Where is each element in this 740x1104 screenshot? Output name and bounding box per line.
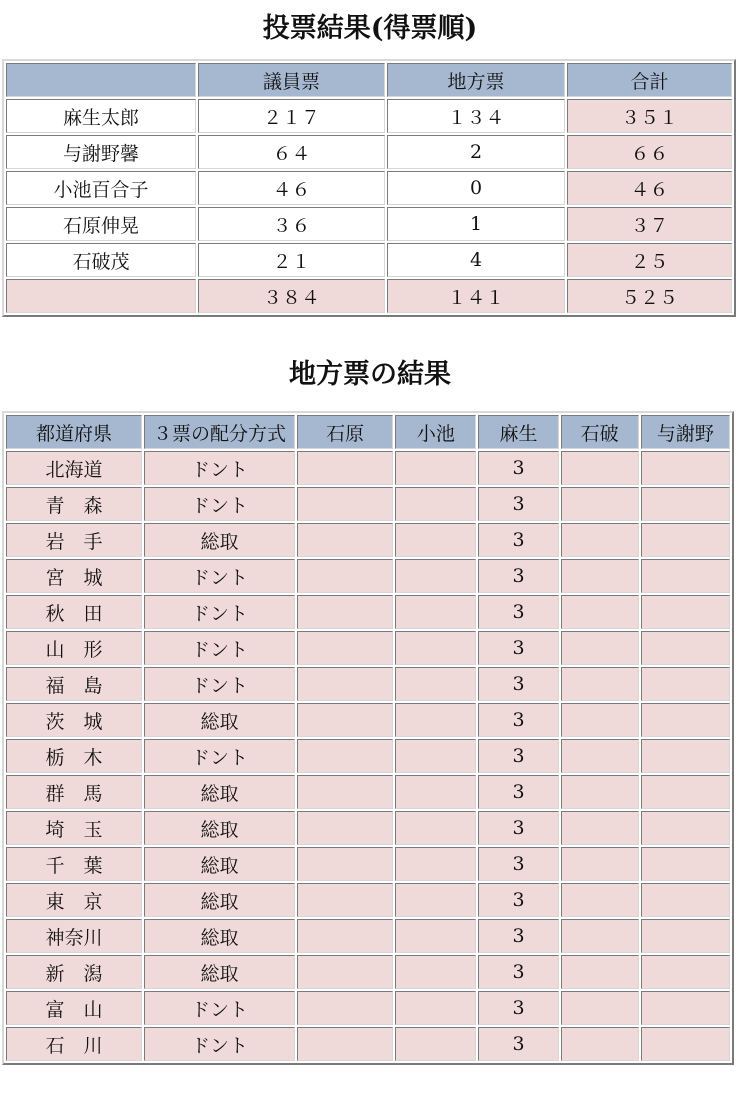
local-votes: 4	[387, 243, 565, 277]
table-row	[6, 451, 730, 485]
votes-ishihara	[297, 775, 393, 809]
diet-votes: ２１７	[198, 99, 385, 133]
table-row	[6, 243, 732, 277]
votes-ishiba	[561, 955, 639, 989]
votes-ishihara	[297, 883, 393, 917]
votes-ishiba	[561, 991, 639, 1025]
votes-koike	[395, 847, 476, 881]
column-header: 合計	[567, 63, 732, 97]
local-votes: 2	[387, 135, 565, 169]
local-votes: １３４	[387, 99, 565, 133]
column-header: 石原	[297, 415, 393, 449]
votes-koike	[395, 451, 476, 485]
table-row	[6, 171, 732, 205]
table-header-row	[6, 63, 732, 97]
votes-ishiba	[561, 775, 639, 809]
table-row	[6, 991, 730, 1025]
votes-yosano	[641, 559, 730, 593]
votes-ishihara	[297, 451, 393, 485]
votes-koike	[395, 667, 476, 701]
allocation-method: 総取	[144, 955, 295, 989]
votes-yosano	[641, 523, 730, 557]
prefecture-name: 福 島	[6, 667, 142, 701]
votes-yosano	[641, 775, 730, 809]
allocation-method: 総取	[144, 775, 295, 809]
votes-ishihara	[297, 1027, 393, 1061]
total-votes: ３７	[567, 207, 732, 241]
votes-ishiba	[561, 559, 639, 593]
votes-koike	[395, 1027, 476, 1061]
votes-yosano	[641, 703, 730, 737]
prefecture-name: 宮 城	[6, 559, 142, 593]
candidate-name: 小池百合子	[6, 171, 196, 205]
allocation-method: ドント	[144, 595, 295, 629]
prefecture-name: 岩 手	[6, 523, 142, 557]
diet-votes: ４６	[198, 171, 385, 205]
votes-yosano	[641, 487, 730, 521]
table-row	[6, 739, 730, 773]
votes-ishihara	[297, 847, 393, 881]
votes-ishiba	[561, 523, 639, 557]
prefecture-name: 千 葉	[6, 847, 142, 881]
votes-aso: 3	[478, 487, 558, 521]
votes-ishiba	[561, 631, 639, 665]
column-header: 与謝野	[641, 415, 730, 449]
candidate-name: 麻生太郎	[6, 99, 196, 133]
prefecture-name: 富 山	[6, 991, 142, 1025]
column-header: 小池	[395, 415, 476, 449]
local-votes: 1	[387, 207, 565, 241]
allocation-method: ドント	[144, 631, 295, 665]
allocation-method: ドント	[144, 667, 295, 701]
page-title: 投票結果(得票順)	[262, 13, 478, 44]
votes-yosano	[641, 451, 730, 485]
diet-votes: ２１	[198, 243, 385, 277]
votes-ishiba	[561, 883, 639, 917]
votes-ishiba	[561, 487, 639, 521]
candidate-name: 石破茂	[6, 243, 196, 277]
table-row	[6, 559, 730, 593]
local-votes: 0	[387, 171, 565, 205]
table-row	[6, 955, 730, 989]
prefecture-name: 石 川	[6, 1027, 142, 1061]
votes-ishiba	[561, 847, 639, 881]
table-row	[6, 1027, 730, 1061]
votes-aso: 3	[478, 703, 558, 737]
column-header: 石破	[561, 415, 639, 449]
votes-ishihara	[297, 487, 393, 521]
local-votes-total: １４１	[387, 279, 565, 313]
grand-total: ５２５	[567, 279, 732, 313]
votes-koike	[395, 811, 476, 845]
allocation-method: ドント	[144, 739, 295, 773]
diet-votes: ３６	[198, 207, 385, 241]
table-header-row	[6, 415, 730, 449]
prefecture-name: 神奈川	[6, 919, 142, 953]
votes-yosano	[641, 991, 730, 1025]
diet-votes-total: ３８４	[198, 279, 385, 313]
table-row	[6, 631, 730, 665]
votes-koike	[395, 487, 476, 521]
votes-ishiba	[561, 1027, 639, 1061]
votes-yosano	[641, 883, 730, 917]
votes-koike	[395, 523, 476, 557]
column-header	[6, 63, 196, 97]
votes-aso: 3	[478, 883, 558, 917]
votes-ishihara	[297, 991, 393, 1025]
prefecture-name: 群 馬	[6, 775, 142, 809]
votes-ishiba	[561, 739, 639, 773]
table-row	[6, 667, 730, 701]
table-row	[6, 487, 730, 521]
votes-aso: 3	[478, 919, 558, 953]
votes-ishihara	[297, 523, 393, 557]
allocation-method: ドント	[144, 559, 295, 593]
votes-koike	[395, 703, 476, 737]
allocation-method: 総取	[144, 883, 295, 917]
votes-koike	[395, 631, 476, 665]
votes-aso: 3	[478, 667, 558, 701]
votes-yosano	[641, 631, 730, 665]
table-row	[6, 847, 730, 881]
votes-koike	[395, 883, 476, 917]
table-row	[6, 883, 730, 917]
votes-ishihara	[297, 631, 393, 665]
votes-aso: 3	[478, 991, 558, 1025]
prefecture-name: 秋 田	[6, 595, 142, 629]
votes-koike	[395, 739, 476, 773]
votes-aso: 3	[478, 595, 558, 629]
votes-ishiba	[561, 595, 639, 629]
votes-koike	[395, 559, 476, 593]
votes-aso: 3	[478, 559, 558, 593]
column-header: 都道府県	[6, 415, 142, 449]
votes-aso: 3	[478, 775, 558, 809]
table-row	[6, 775, 730, 809]
votes-ishihara	[297, 955, 393, 989]
votes-koike	[395, 955, 476, 989]
candidate-name: 与謝野馨	[6, 135, 196, 169]
votes-koike	[395, 595, 476, 629]
votes-yosano	[641, 739, 730, 773]
table-row	[6, 135, 732, 169]
table-row	[6, 919, 730, 953]
column-header: 議員票	[198, 63, 385, 97]
table-row	[6, 99, 732, 133]
prefecture-name: 茨 城	[6, 703, 142, 737]
allocation-method: ドント	[144, 451, 295, 485]
table-row	[6, 703, 730, 737]
votes-yosano	[641, 955, 730, 989]
table-row	[6, 207, 732, 241]
total-votes: ４６	[567, 171, 732, 205]
votes-ishihara	[297, 559, 393, 593]
votes-ishiba	[561, 811, 639, 845]
allocation-method: 総取	[144, 919, 295, 953]
votes-aso: 3	[478, 523, 558, 557]
totals-row	[6, 279, 732, 313]
votes-aso: 3	[478, 955, 558, 989]
votes-ishihara	[297, 919, 393, 953]
diet-votes: ６４	[198, 135, 385, 169]
votes-yosano	[641, 595, 730, 629]
votes-ishihara	[297, 667, 393, 701]
votes-ishiba	[561, 451, 639, 485]
prefecture-name: 栃 木	[6, 739, 142, 773]
votes-aso: 3	[478, 739, 558, 773]
column-header: ３票の配分方式	[144, 415, 295, 449]
allocation-method: 総取	[144, 523, 295, 557]
prefecture-name: 青 森	[6, 487, 142, 521]
votes-aso: 3	[478, 631, 558, 665]
allocation-method: 総取	[144, 703, 295, 737]
prefecture-name: 山 形	[6, 631, 142, 665]
votes-ishiba	[561, 667, 639, 701]
allocation-method: ドント	[144, 991, 295, 1025]
total-votes: ３５１	[567, 99, 732, 133]
votes-yosano	[641, 811, 730, 845]
table-row	[6, 811, 730, 845]
votes-koike	[395, 991, 476, 1025]
column-header: 地方票	[387, 63, 565, 97]
votes-koike	[395, 919, 476, 953]
votes-yosano	[641, 919, 730, 953]
votes-ishihara	[297, 595, 393, 629]
prefecture-name: 埼 玉	[6, 811, 142, 845]
allocation-method: ドント	[144, 487, 295, 521]
votes-yosano	[641, 847, 730, 881]
total-votes: ６６	[567, 135, 732, 169]
prefecture-name: 新 潟	[6, 955, 142, 989]
totals-label	[6, 279, 196, 313]
local-results-table	[2, 411, 734, 1065]
votes-yosano	[641, 1027, 730, 1061]
table-row	[6, 595, 730, 629]
votes-koike	[395, 775, 476, 809]
section-title: 地方票の結果	[289, 359, 451, 390]
votes-ishihara	[297, 703, 393, 737]
votes-yosano	[641, 667, 730, 701]
candidate-name: 石原伸晃	[6, 207, 196, 241]
votes-ishiba	[561, 919, 639, 953]
allocation-method: 総取	[144, 847, 295, 881]
table-row	[6, 523, 730, 557]
votes-aso: 3	[478, 811, 558, 845]
prefecture-name: 東 京	[6, 883, 142, 917]
prefecture-name: 北海道	[6, 451, 142, 485]
votes-ishiba	[561, 703, 639, 737]
allocation-method: ドント	[144, 1027, 295, 1061]
votes-aso: 3	[478, 847, 558, 881]
votes-aso: 3	[478, 451, 558, 485]
column-header: 麻生	[478, 415, 558, 449]
total-votes: ２５	[567, 243, 732, 277]
vote-results-table	[2, 59, 736, 317]
allocation-method: 総取	[144, 811, 295, 845]
votes-ishihara	[297, 811, 393, 845]
votes-ishihara	[297, 739, 393, 773]
votes-aso: 3	[478, 1027, 558, 1061]
